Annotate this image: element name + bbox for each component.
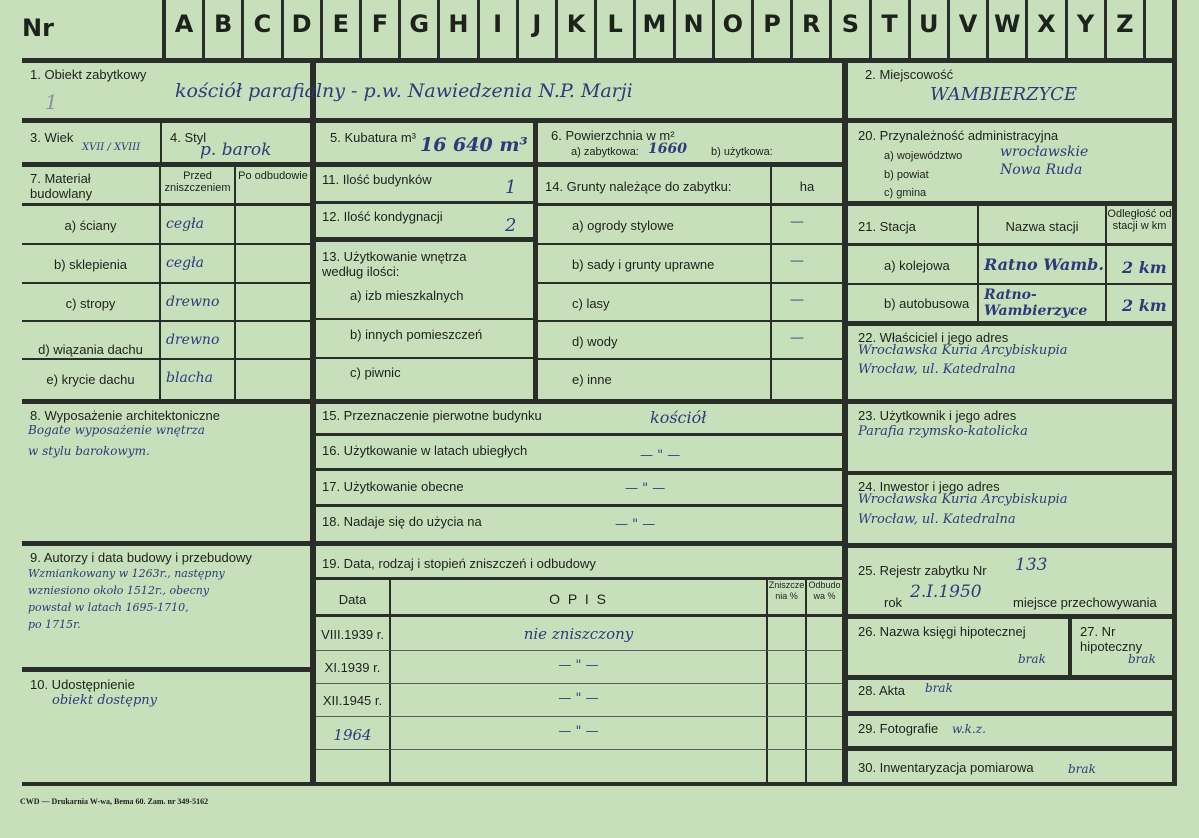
rule-15 [316,433,842,436]
f7-row-rule [22,358,310,360]
f18-value: — " — [615,517,656,532]
f14-row-label: d) wody [572,334,618,349]
f20-label: 20. Przynależność administracyjna [858,128,1059,143]
f19-vrule2 [766,580,768,783]
f29-value: w.k.z. [952,722,986,736]
f7-row-rule [22,243,310,245]
f19-vrule3 [805,580,807,783]
f2-value: WAMBIERZYCE [930,84,1078,105]
f2-label: 2. Miejscowość [865,67,954,82]
f19-row-rule [316,749,842,750]
letter-n: N [683,10,704,38]
f14-row-dash: — [790,253,804,269]
f24-line1: Wrocławska Kuria Arcybiskupia [858,492,1068,507]
printer-imprint: CWD — Drukarnia W-wa, Bema 60. Zam. nr 349-5162 [20,797,209,806]
f24-line2: Wrocław, ul. Katedralna [858,512,1016,527]
rule-16 [316,468,842,471]
f3-label: 3. Wiek [30,130,74,145]
f23-line1: Parafia rzymsko-katolicka [858,424,1028,439]
f7-row-rule [22,282,310,284]
f7-row-value: cegła [166,255,204,271]
letter-k: K [566,10,586,38]
f19-row-date: XII.1945 r. [322,693,383,708]
f21-hrule2 [848,283,1172,285]
f25-label: 25. Rejestr zabytku Nr [858,563,987,578]
f14-row-dash: — [790,214,804,230]
rule-r28 [848,711,1172,716]
letter-i: I [493,10,503,38]
f7-row-label: d) wiązania dachu [38,342,143,357]
letter-o: O [722,10,743,38]
rule-26-27 [1068,619,1072,677]
letter-j: J [532,10,542,38]
f5-value: 16 640 m³ [420,134,528,156]
right-rule [1172,0,1177,783]
f27-label: 27. Nr hipoteczny [1080,624,1143,654]
letter-v: V [958,10,978,38]
f25-rok: 2.I.1950 [910,582,982,602]
f1-label: 1. Obiekt zabytkowy [30,67,147,82]
rule-r1b [848,118,1172,123]
f22-line1: Wrocławska Kuria Arcybiskupia [858,343,1068,358]
f10-value: obiekt dostępny [52,693,158,708]
f21-b: b) autobusowa [884,296,970,311]
letter-separator [1143,0,1146,58]
f25-miejsce: miejsce przechowywania [1013,595,1157,610]
letter-r: R [801,10,821,38]
f19-label: 19. Data, rodzaj i stopień zniszczeń i odbudowy [322,556,596,571]
f21-hrule [848,243,1172,246]
f25-rok-label: rok [884,595,903,610]
f7-row-value: drewno [166,332,220,348]
f19-col-o: Odbudowa % [808,580,841,601]
rule-r29 [848,746,1172,751]
f11-value: 1 [505,177,517,198]
letter-w: W [993,10,1021,38]
f10-label: 10. Udostępnienie [30,677,135,692]
f19-hrule2 [316,614,842,617]
rule-11 [316,201,533,204]
f13-b: b) innych pomieszczeń [350,327,483,342]
f14-row-rule [538,243,842,245]
f9-line3: po 1715r. [28,618,81,631]
f14-unit: ha [799,179,815,194]
f5-label: 5. Kubatura m³ [330,130,416,145]
f7-row-value: blacha [166,370,213,386]
f14-row-dash: — [790,292,804,308]
f21-label: 21. Stacja [858,219,916,234]
letter-z: Z [1116,10,1134,38]
f19-row-rule [316,650,842,651]
f21-col1: Nazwa stacji [1005,219,1079,234]
f8-line1: Bogate wyposażenie wnętrza [28,423,205,437]
f19-row-desc: — " — [558,658,599,673]
f21-col2: Odległość od stacji w km [1107,208,1172,232]
f7-row-rule [22,320,310,322]
letter-p: P [763,10,781,38]
letter-b: B [214,10,233,38]
f13-a: a) izb mieszkalnych [350,288,464,303]
letter-x: X [1037,10,1056,38]
f4-value: p. barok [200,140,272,160]
f30-label: 30. Inwentaryzacja pomiarowa [858,760,1034,775]
f29-label: 29. Fotografie [858,721,939,736]
f14-row-label: c) lasy [572,296,610,311]
f26-value: brak [1018,652,1046,666]
rule-17 [316,504,842,507]
rule-r8 [22,541,310,546]
rule-r23 [848,471,1172,475]
f19-row-desc: — " — [558,724,599,739]
f14-label: 14. Grunty należące do zabytku: [545,179,732,194]
f1-note: 1 [45,90,58,114]
header-rule [22,58,1172,63]
f25-nr: 133 [1015,555,1048,575]
f14-hrule [538,203,842,206]
f16-value: — " — [640,448,681,463]
f7-row-label: b) sklepienia [54,257,127,272]
letter-y: Y [1076,10,1095,38]
f14-row-rule [538,282,842,284]
f22-label: 22. Właściciel i jego adres [858,330,1009,345]
rule-12 [316,237,533,242]
f21-b-name: Ratno-Wambierzyce [984,287,1088,319]
f16-label: 16. Użytkowanie w latach ubiegłych [322,443,528,458]
f14-row-label: a) ogrody stylowe [572,218,674,233]
f21-a-km: 2 km [1122,258,1167,277]
letter-g: G [409,10,430,38]
f6-sub-b: b) użytkowa: [711,146,773,158]
f13-label: 13. Użytkowanie wnętrza według ilości: [322,249,467,279]
f3-value: XVII / XVIII [82,142,141,153]
f13-c: c) piwnic [350,365,401,380]
f4-label: 4. Styl [170,130,207,145]
f7-label: 7. Materiał budowlany [30,171,93,201]
nr-label: Nr [22,14,54,42]
rule-r9 [22,667,310,672]
f22-line2: Wrocław, ul. Katedralna [858,362,1016,377]
f9-label: 9. Autorzy i data budowy i przebudowy [30,550,252,565]
f28-value: brak [925,681,953,695]
f15-value: kościół [650,408,707,427]
f28-label: 28. Akta [858,683,905,698]
f14-row-rule [538,320,842,322]
f20-c: c) gmina [884,187,927,199]
f14-row-label: b) sady i grunty uprawne [572,257,715,272]
f9-line1: wzniesiono około 1512r., obecny [28,584,210,597]
letter-h: H [448,10,469,38]
f19-row-date: VIII.1939 r. [321,627,384,642]
rule-r22 [848,399,1172,404]
f7-row-label: e) krycie dachu [46,372,135,387]
letter-u: U [919,10,939,38]
f6-label: 6. Powierzchnia w m² [551,128,675,143]
rule-r2a [22,162,310,167]
f12-label: 12. Ilość kondygnacji [322,209,443,224]
rule-13a [316,318,533,320]
f21-b-km: 2 km [1122,296,1167,315]
f19-row-date: 1964 [333,726,372,744]
f7-row-value: drewno [166,294,220,310]
rule-r2b [316,162,842,167]
f20-b-val: Nowa Ruda [1000,162,1083,178]
rule-r1 [22,118,842,123]
letter-f: F [371,10,389,38]
f19-hrule1 [316,577,842,580]
f19-row-rule [316,683,842,684]
f7-row-label: a) ściany [64,218,117,233]
f19-row-rule [316,716,842,717]
letter-a: A [174,10,194,38]
rule-18 [316,541,842,546]
f20-a-val: wrocławskie [1000,144,1089,160]
f7-col1: Przed zniszczeniem [164,170,231,194]
f14-row-dash: — [790,330,804,346]
f21-a: a) kolejowa [884,258,950,273]
f11-label: 11. Ilość budynków [322,172,432,187]
f17-label: 17. Użytkowanie obecne [322,479,464,494]
f30-value: brak [1068,762,1096,776]
f20-b: b) powiat [884,169,929,181]
f14-row-label: e) inne [572,372,612,387]
letter-d: D [291,10,312,38]
f27-value: brak [1128,652,1156,666]
f19-row-date: XI.1939 r. [324,660,381,675]
rule-r24 [848,543,1172,548]
f7-row-value: cegła [166,216,204,232]
letter-s: S [841,10,860,38]
rule-r25 [848,614,1172,619]
f18-label: 18. Nadaje się do użycia na [322,514,482,529]
f19-row-desc: — " — [558,691,599,706]
rule-r20 [848,201,1172,206]
letter-c: C [253,10,272,38]
rule-34 [160,123,162,163]
f19-vrule1 [389,580,391,783]
f6-sub-a: a) zabytkowa: [571,146,639,158]
f7-col2: Po odbudowie [238,170,308,182]
f14-row-rule [538,358,842,360]
rule-13b [316,357,533,359]
f19-row-desc: nie zniszczony [523,625,634,643]
f6-value-a: 1660 [648,141,687,157]
f12-value: 2 [505,215,517,236]
bottom-rule [22,782,1177,786]
f7-row-label: c) stropy [65,296,116,311]
f9-line2: powstał w latach 1695-1710, [28,601,189,614]
letter-m: M [642,10,667,38]
col-rule-1 [310,63,316,783]
f19-col-z: Zniszczenia % [768,580,805,601]
f1-value: kościół parafialny - p.w. Nawiedzenia N.P. Marji [175,80,633,102]
f21-a-name: Ratno Wamb. [984,255,1104,274]
f19-col-date: Data [338,592,367,607]
f24-label: 24. Inwestor i jego adres [858,479,1000,494]
f7-hrule [22,203,310,206]
f23-label: 23. Użytkownik i jego adres [858,408,1017,423]
letter-l: L [607,10,623,38]
f26-label: 26. Nazwa księgi hipotecznej [858,624,1026,639]
rule-r7 [22,399,310,404]
f8-line2: w stylu barokowym. [28,444,150,458]
f8-label: 8. Wyposażenie architektoniczne [30,408,220,423]
rule-r26 [848,675,1172,680]
f15-label: 15. Przeznaczenie pierwotne budynku [322,408,542,423]
f9-line0: Wzmiankowany w 1263r., następny [28,567,225,580]
f20-a: a) województwo [884,150,963,162]
f17-value: — " — [625,481,666,496]
rule-r21 [848,321,1172,326]
rule-r13 [316,399,842,404]
letter-t: T [881,10,898,38]
letter-e: E [332,10,349,38]
f19-col-desc: O P I S [549,591,608,607]
